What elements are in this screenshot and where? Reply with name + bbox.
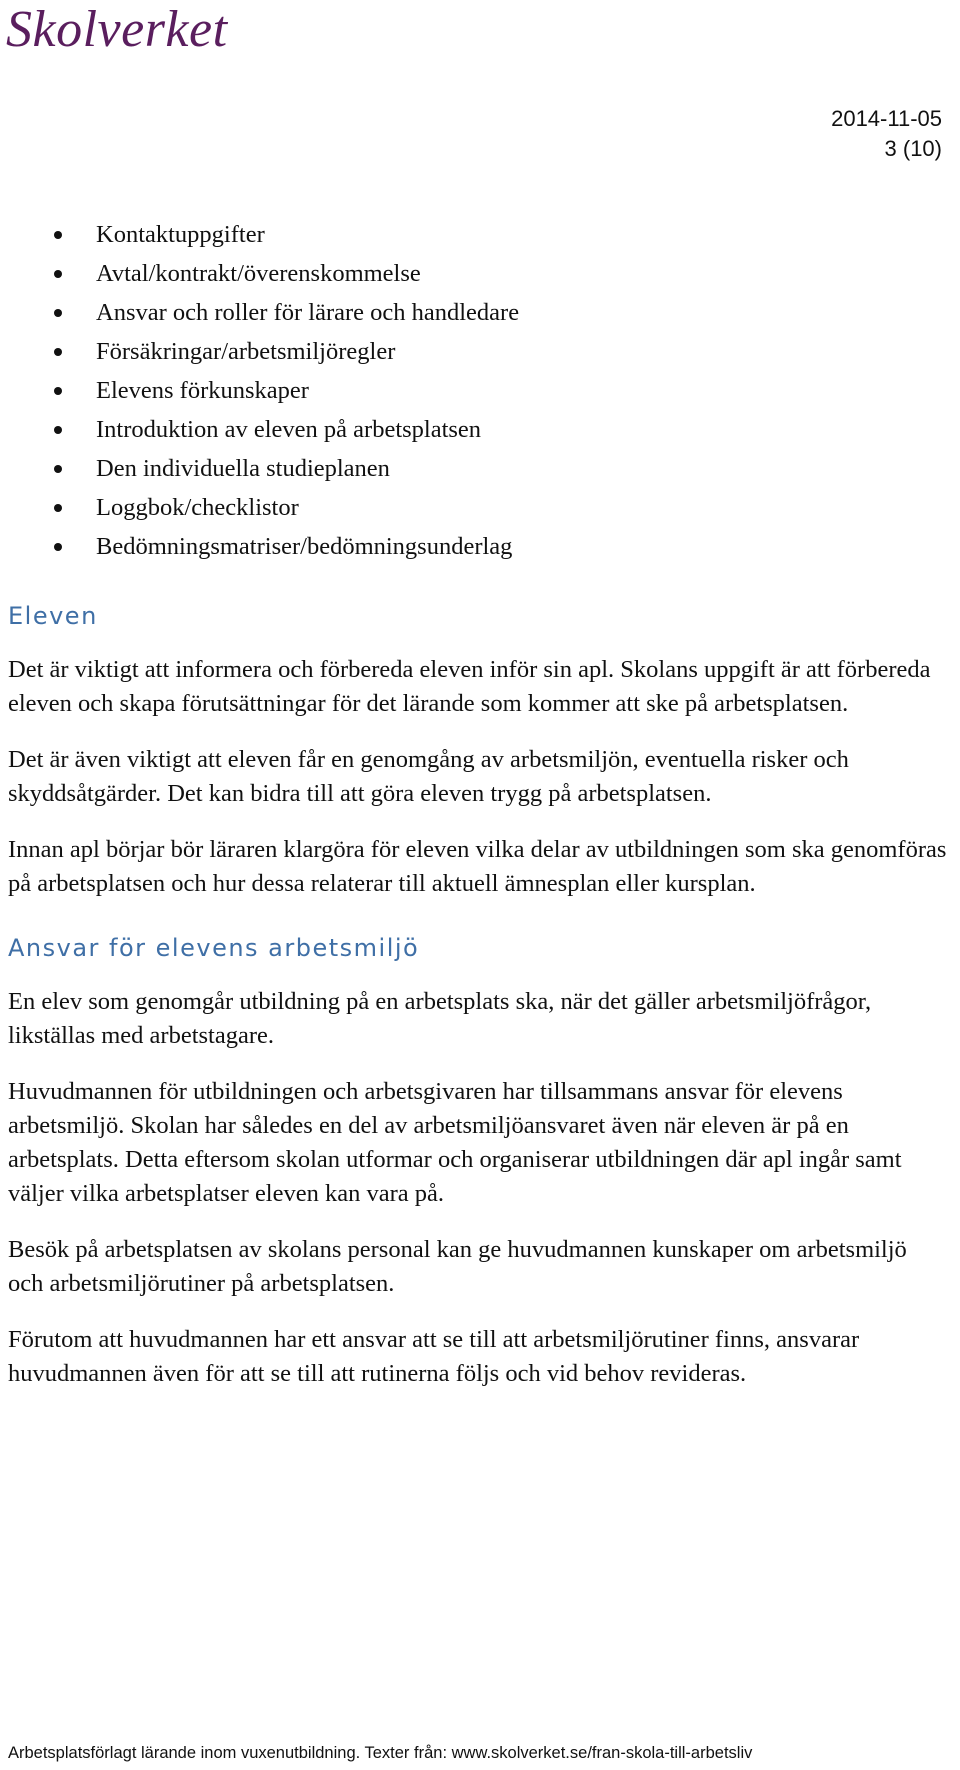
list-item: Ansvar och roller för lärare och handledare: [8, 296, 948, 335]
list-item: Bedömningsmatriser/bedömningsunderlag: [8, 530, 948, 569]
section-heading-eleven: Eleven: [8, 602, 98, 630]
document-body: [8, 218, 948, 1413]
paragraph: Det är viktigt att informera och förbereda eleven inför sin apl. Skolans uppgift är att förbereda eleven och skapa förutsättningar för det lärande som kommer att ske på arbetsplatsen.: [8, 656, 931, 717]
page-number: 3 (10): [884, 136, 942, 161]
paragraph: Det är även viktigt att eleven får en genomgång av arbetsmiljön, eventuella risker och skyddsåtgärder. Det kan bidra till att göra eleven trygg på arbetsplatsen.: [8, 746, 849, 807]
bullet-icon: [54, 504, 62, 512]
list-item: Loggbok/checklistor: [8, 491, 948, 530]
bullet-icon: [54, 348, 62, 356]
document-meta: [831, 104, 942, 164]
list-item: Försäkringar/arbetsmiljöregler: [8, 335, 948, 374]
list-item: Kontaktuppgifter: [8, 218, 948, 257]
bullet-icon: [54, 387, 62, 395]
page-footer: Arbetsplatsförlagt lärande inom vuxenutbildning. Texter från: www.skolverket.se/fran-skola-till-arbetsliv: [8, 1744, 753, 1762]
paragraph: Huvudmannen för utbildningen och arbetsgivaren har tillsammans ansvar för elevens arbetsmiljö. Skolan har således en del av arbetsmiljöansvaret även när eleven är på en arbetsplats. Detta eftersom skolan utformar och organiserar utbildningen där apl ingår samt väljer vilka arbetsplatser eleven kan vara på.: [8, 1078, 902, 1207]
bullet-icon: [54, 465, 62, 473]
bullet-icon: [54, 426, 62, 434]
paragraph: En elev som genomgår utbildning på en arbetsplats ska, när det gäller arbetsmiljöfrågor, likställas med arbetstagare.: [8, 988, 872, 1049]
list-item: Den individuella studieplanen: [8, 452, 948, 491]
paragraph: Förutom att huvudmannen har ett ansvar att se till att arbetsmiljörutiner finns, ansvarar huvudmannen även för att se till att rutinerna följs och vid behov revideras.: [8, 1326, 860, 1387]
list-item: Introduktion av eleven på arbetsplatsen: [8, 413, 948, 452]
document-date: 2014-11-05: [831, 106, 942, 131]
bullet-icon: [54, 309, 62, 317]
section-heading-arbetsmiljo: Ansvar för elevens arbetsmiljö: [8, 934, 420, 962]
list-item: Avtal/kontrakt/överenskommelse: [8, 257, 948, 296]
checklist-bullets: [8, 218, 948, 569]
paragraph: Besök på arbetsplatsen av skolans personal kan ge huvudmannen kunskaper om arbetsmiljö och arbetsmiljörutiner på arbetsplatsen.: [8, 1236, 907, 1297]
bullet-icon: [54, 231, 62, 239]
bullet-icon: [54, 270, 62, 278]
paragraph: Innan apl börjar bör läraren klargöra för eleven vilka delar av utbildningen som ska genomföras på arbetsplatsen och hur dessa relaterar till aktuell ämnesplan eller kursplan.: [8, 836, 947, 897]
bullet-icon: [54, 543, 62, 551]
list-item: Elevens förkunskaper: [8, 374, 948, 413]
skolverket-logo: Skolverket: [6, 1, 228, 58]
